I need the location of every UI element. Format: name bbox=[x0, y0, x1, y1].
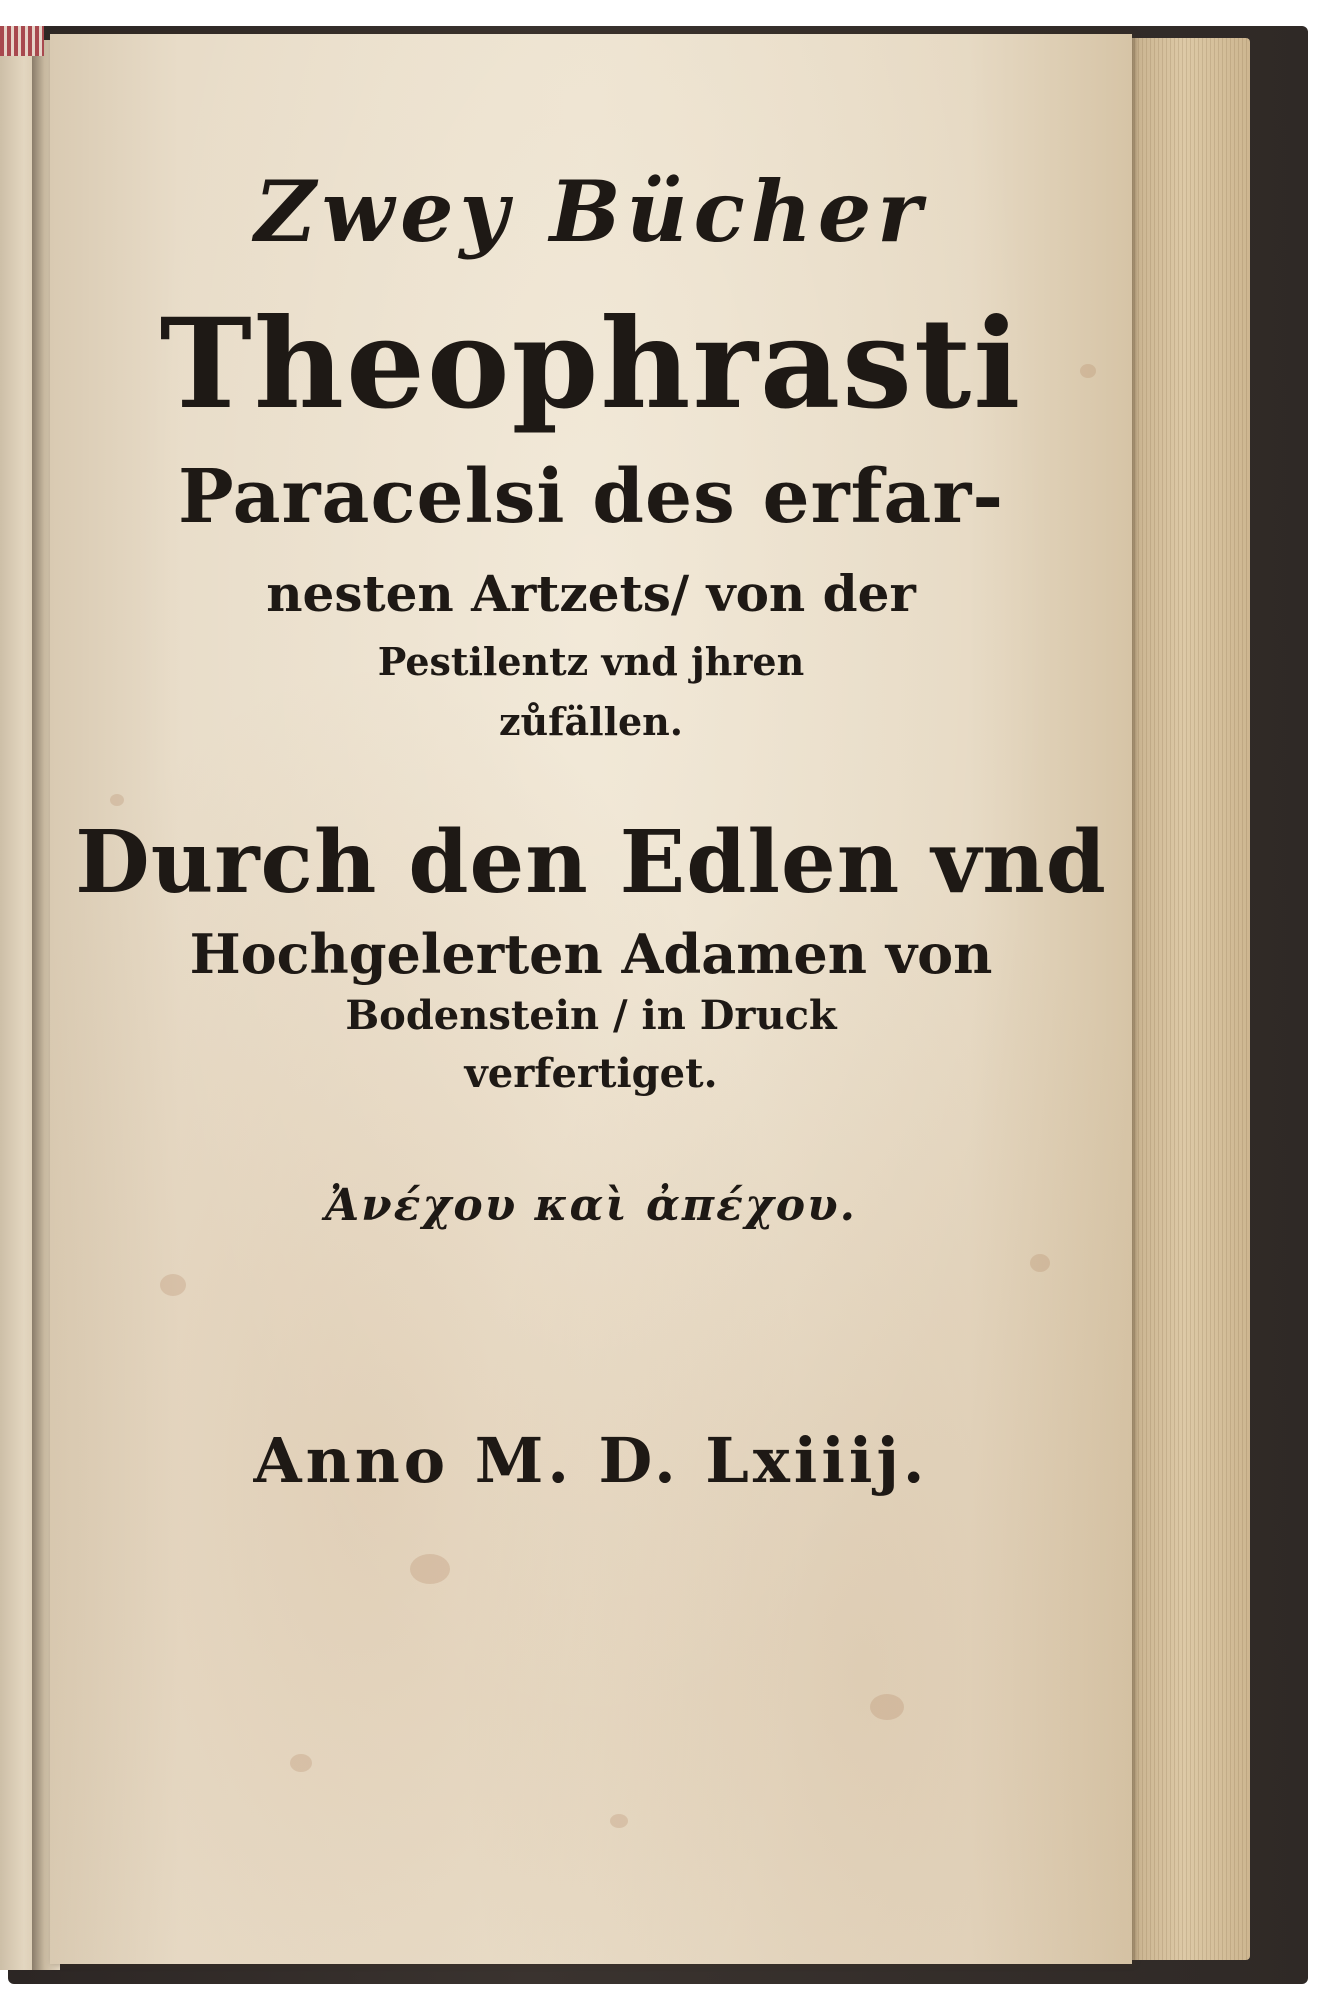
greek-motto: Ἀνέχου καὶ ἀπέχου. bbox=[325, 1180, 857, 1231]
title-line-5: Pestilentz vnd jhren bbox=[377, 639, 805, 684]
title-page bbox=[50, 34, 1132, 1964]
foxing-spot bbox=[410, 1554, 450, 1584]
title-line-6: zůfällen. bbox=[498, 699, 684, 744]
page-edges bbox=[1130, 38, 1250, 1960]
foxing-spot bbox=[1030, 1254, 1050, 1272]
headband bbox=[0, 26, 44, 56]
author-line-3: Bodenstein / in Druck bbox=[345, 992, 837, 1039]
title-line-3: Paracelsi des erfar- bbox=[177, 454, 1005, 540]
foxing-spot bbox=[160, 1274, 186, 1296]
foxing-spot bbox=[610, 1814, 628, 1828]
foxing-spot bbox=[870, 1694, 904, 1720]
imprint-date: Anno M. D. Lxiiij. bbox=[253, 1424, 929, 1497]
author-line-2: Hochgelerten Adamen von bbox=[189, 922, 993, 986]
title-line-1: Zwey Bücher bbox=[254, 162, 928, 261]
title-line-2: Theophrasti bbox=[159, 292, 1023, 437]
foxing-spot bbox=[290, 1754, 312, 1772]
foxing-spot bbox=[110, 794, 124, 806]
author-line-4: verfertiget. bbox=[464, 1050, 718, 1097]
author-line-1: Durch den Edlen vnd bbox=[75, 812, 1107, 913]
title-line-4: nesten Artzets/ von der bbox=[266, 564, 916, 623]
